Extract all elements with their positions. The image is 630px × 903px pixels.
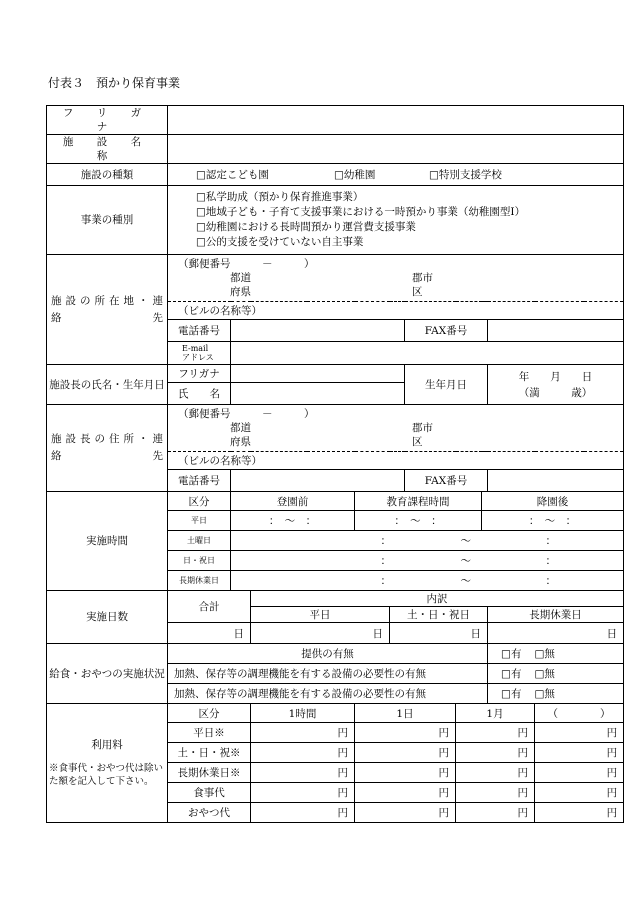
facility-email-field[interactable] bbox=[231, 342, 624, 365]
fee-cell[interactable]: 円 bbox=[535, 763, 624, 783]
application-form-table bbox=[46, 105, 624, 823]
facility-address-label: 施 設 の 所 在 地 ・ 連 絡 先 bbox=[47, 255, 168, 365]
hours-header-category: 区分 bbox=[168, 492, 231, 511]
checkbox-temp-childcare[interactable]: □地域子ども・子育て支援事業における一時預かり事業（幼稚園型Ⅰ） bbox=[196, 206, 526, 218]
director-fax-label: FAX番号 bbox=[405, 470, 488, 492]
fee-cell[interactable]: 円 bbox=[355, 743, 456, 763]
director-fax-field[interactable] bbox=[488, 470, 624, 492]
facility-furigana-field[interactable] bbox=[168, 106, 624, 135]
fee-cell[interactable]: 円 bbox=[456, 803, 535, 823]
hours-holiday-field[interactable]: ： 〜 ： bbox=[231, 551, 624, 571]
days-sat-hol-label: 土・日・祝日 bbox=[390, 607, 488, 623]
facility-email-label: E-mail アドレス bbox=[168, 342, 231, 365]
fees-label-block bbox=[47, 704, 168, 823]
ward-label: 区 bbox=[412, 286, 423, 298]
hours-long-break-field[interactable]: ： 〜 ： bbox=[231, 571, 624, 591]
facility-phone-label: 電話番号 bbox=[168, 320, 231, 342]
facility-name-field[interactable] bbox=[168, 135, 624, 164]
meal-equipment-label-2: 加熱、保存等の調理機能を有する設備の必要性の有無 bbox=[168, 684, 488, 704]
fee-cell[interactable]: 円 bbox=[251, 803, 355, 823]
meal-equipment-yes-2[interactable]: □有 bbox=[488, 684, 535, 704]
facility-type-options bbox=[168, 164, 624, 186]
prefecture-label-2: 府県 bbox=[230, 436, 251, 448]
checkbox-self-funded[interactable]: □公的支援を受けていない自主事業 bbox=[196, 236, 364, 248]
facility-type-label: 施設の種類 bbox=[47, 164, 168, 186]
fee-cell[interactable]: 円 bbox=[251, 743, 355, 763]
director-building-field[interactable]: （ビルの名称等） bbox=[168, 452, 624, 470]
hours-row-saturday: 土曜日 bbox=[168, 531, 231, 551]
director-name-sublabel: 氏 名 bbox=[168, 383, 231, 405]
days-sat-hol-field[interactable]: 日 bbox=[390, 623, 488, 644]
facility-phone-field[interactable] bbox=[231, 320, 405, 342]
hours-saturday-field[interactable]: ： 〜 ： bbox=[231, 531, 624, 551]
fee-cell[interactable]: 円 bbox=[535, 743, 624, 763]
fee-cell[interactable]: 円 bbox=[456, 723, 535, 743]
meal-equipment-label-1: 加熱、保存等の調理機能を有する設備の必要性の有無 bbox=[168, 664, 488, 684]
meal-equipment-no-1[interactable]: □無 bbox=[535, 664, 624, 684]
postal-code: （郵便番号 － ） bbox=[178, 408, 315, 420]
hours-header-school: 教育課程時間 bbox=[355, 492, 482, 511]
city-label: 郡市 bbox=[412, 422, 433, 434]
fee-cell[interactable]: 円 bbox=[456, 763, 535, 783]
days-weekday-field[interactable]: 日 bbox=[251, 623, 390, 644]
facility-fax-label: FAX番号 bbox=[405, 320, 488, 342]
fee-cell[interactable]: 円 bbox=[535, 783, 624, 803]
page-title: 付表３ 預かり保育事業 bbox=[48, 76, 181, 90]
checkbox-special-school[interactable]: □特別支援学校 bbox=[429, 169, 502, 181]
fees-header-hour: 1時間 bbox=[251, 704, 355, 723]
days-total-label: 合計 bbox=[168, 591, 251, 623]
fee-cell[interactable]: 円 bbox=[456, 783, 535, 803]
days-label: 実施日数 bbox=[47, 591, 168, 644]
city-label: 郡市 bbox=[412, 272, 433, 284]
fee-cell[interactable]: 円 bbox=[251, 723, 355, 743]
facility-postal-block[interactable] bbox=[168, 255, 624, 302]
prefecture-label-1: 都道 bbox=[230, 422, 251, 434]
hours-weekday-before[interactable]: ： 〜 ： bbox=[231, 511, 355, 531]
director-phone-field[interactable] bbox=[231, 470, 405, 492]
facility-fax-field[interactable] bbox=[488, 320, 624, 342]
hours-weekday-after[interactable]: ： 〜 ： bbox=[482, 511, 624, 531]
days-weekday-label: 平日 bbox=[251, 607, 390, 623]
furigana-label: フ リ ガ ナ bbox=[47, 106, 168, 135]
director-name-label: 施設長の氏名・生年月日 bbox=[47, 365, 168, 405]
fee-cell[interactable]: 円 bbox=[251, 763, 355, 783]
meal-provided-label: 提供の有無 bbox=[168, 644, 488, 664]
prefecture-label-2: 府県 bbox=[230, 286, 251, 298]
fees-note: ※食事代・おやつ代は除いた額を記入して下さい。 bbox=[49, 763, 164, 787]
meal-equipment-no-2[interactable]: □無 bbox=[535, 684, 624, 704]
fee-cell[interactable]: 円 bbox=[355, 723, 456, 743]
meal-provided-no[interactable]: □無 bbox=[535, 644, 624, 664]
meal-provided-yes[interactable]: □有 bbox=[488, 644, 535, 664]
business-type-label: 事業の種別 bbox=[47, 186, 168, 255]
fee-cell[interactable]: 円 bbox=[535, 803, 624, 823]
hours-row-holiday: 日・祝日 bbox=[168, 551, 231, 571]
fees-row-snack: おやつ代 bbox=[168, 803, 251, 823]
fee-cell[interactable]: 円 bbox=[535, 723, 624, 743]
facility-building-field[interactable]: （ビルの名称等） bbox=[168, 302, 624, 320]
director-postal-block[interactable] bbox=[168, 405, 624, 452]
fees-label: 利用料 bbox=[91, 739, 123, 751]
facility-name-label: 施 設 名 称 bbox=[47, 135, 168, 164]
fees-row-long-break: 長期休業日※ bbox=[168, 763, 251, 783]
fees-header-month: 1月 bbox=[456, 704, 535, 723]
hours-header-after: 降園後 bbox=[482, 492, 624, 511]
business-type-options bbox=[168, 186, 624, 255]
director-furigana-label: フリガナ bbox=[168, 365, 231, 383]
fees-header-other: （ ） bbox=[535, 704, 624, 723]
director-phone-label: 電話番号 bbox=[168, 470, 231, 492]
fee-cell[interactable]: 円 bbox=[456, 743, 535, 763]
prefecture-label-1: 都道 bbox=[230, 272, 251, 284]
hours-row-weekday: 平日 bbox=[168, 511, 231, 531]
director-name-field[interactable] bbox=[231, 383, 405, 405]
hours-header-before: 登園前 bbox=[231, 492, 355, 511]
fees-header-day: 1日 bbox=[355, 704, 456, 723]
fees-header-category: 区分 bbox=[168, 704, 251, 723]
fee-cell[interactable]: 円 bbox=[355, 803, 456, 823]
fees-row-meal: 食事代 bbox=[168, 783, 251, 803]
birthdate-field[interactable]: 年 月 日 （満 歳） bbox=[488, 365, 624, 405]
hours-weekday-school[interactable]: ： 〜 ： bbox=[355, 511, 482, 531]
checkbox-long-hours[interactable]: □幼稚園における長時間預かり運営費支援事業 bbox=[196, 221, 416, 233]
checkbox-kodomoen[interactable]: □認定こども園 bbox=[196, 169, 269, 181]
days-long-field[interactable]: 日 bbox=[488, 623, 624, 644]
hours-row-long-break: 長期休業日 bbox=[168, 571, 231, 591]
days-breakdown-label: 内訳 bbox=[251, 591, 624, 607]
meal-label: 給食・おやつの実施状況 bbox=[47, 644, 168, 704]
fee-cell[interactable]: 円 bbox=[251, 783, 355, 803]
meal-equipment-yes-1[interactable]: □有 bbox=[488, 664, 535, 684]
days-long-label: 長期休業日 bbox=[488, 607, 624, 623]
fees-row-weekday: 平日※ bbox=[168, 723, 251, 743]
hours-label: 実施時間 bbox=[47, 492, 168, 591]
postal-code: （郵便番号 － ） bbox=[178, 258, 315, 270]
days-total-field[interactable]: 日 bbox=[168, 623, 251, 644]
checkbox-private-subsidy[interactable]: □私学助成（預かり保育推進事業） bbox=[196, 191, 364, 203]
fee-cell[interactable]: 円 bbox=[355, 763, 456, 783]
director-furigana-field[interactable] bbox=[231, 365, 405, 383]
director-address-label: 施 設 長 の 住 所 ・ 連 絡 先 bbox=[47, 405, 168, 492]
ward-label: 区 bbox=[412, 436, 423, 448]
birthdate-label: 生年月日 bbox=[405, 365, 488, 405]
checkbox-kindergarten[interactable]: □幼稚園 bbox=[334, 169, 376, 181]
fee-cell[interactable]: 円 bbox=[355, 783, 456, 803]
fees-row-sat-hol: 土・日・祝※ bbox=[168, 743, 251, 763]
